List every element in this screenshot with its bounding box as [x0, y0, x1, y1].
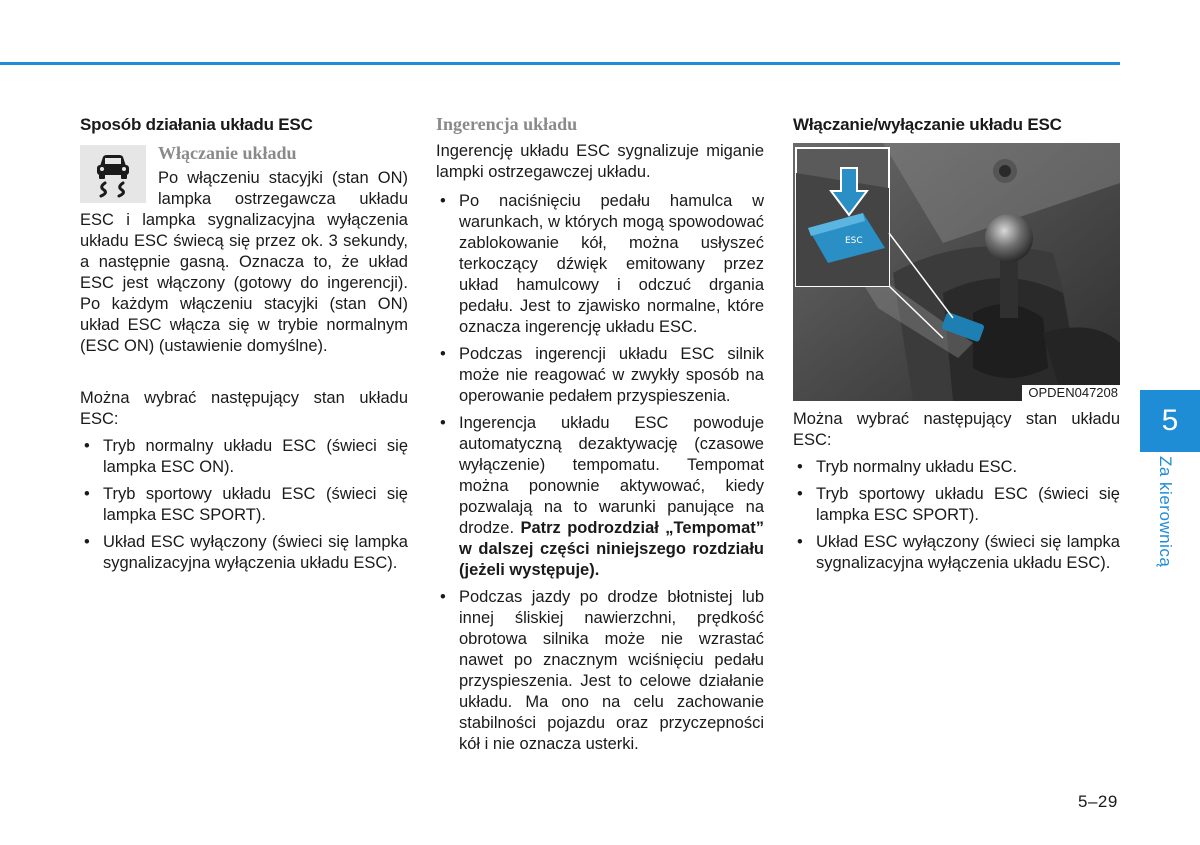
section-heading-esc-operation: Sposób działania układu ESC [80, 115, 313, 134]
cross-reference: Patrz podrozdział „Tempomat” w dalszej części niniejszego rozdziału (jeżeli występuje). [459, 519, 764, 579]
list-item: • Podczas ingerencji układu ESC silnik może nie reagować w zwykły sposób na operowanie pedałem przyspieszenia. [436, 344, 764, 407]
paragraph-activation: Po włączeniu stacyjki (stan ON) lampka ostrzegawcza układu ESC i lampka sygnalizacyjna wyłączenia układu ESC świecą się przez ok. 3 sekundy, a następnie gasną. Oznacza to, że układ ESC jest włączony (gotowy do ingerencji). Po każdym włączeniu stacyjki (stan ON) układ ESC włącza się w trybie normalnym (ESC ON) (ustawienie domyślne). [80, 169, 408, 355]
paragraph-select-state: Można wybrać następujący stan układu ESC: [793, 410, 1120, 449]
svg-text:ESC: ESC [845, 236, 863, 246]
paragraph-intervention: Ingerencję układu ESC sygnalizuje miganie lampki ostrzegawczej układu. [436, 142, 764, 181]
list-item: • Układ ESC wyłączony (świeci się lampka sygnalizacyjna wyłączenia układu ESC). [793, 532, 1120, 574]
section-heading-on-off: Włączanie/wyłączanie układu ESC [793, 115, 1062, 134]
chapter-number-tab: 5 [1140, 390, 1200, 452]
page-number: 5–29 [1078, 792, 1118, 811]
list-item: • Tryb normalny układu ESC (świeci się lampka ESC ON). [80, 436, 408, 478]
section-heading-intervention: Ingerencja układu [436, 114, 578, 134]
list-item: • Układ ESC wyłączony (świeci się lampka sygnalizacyjna wyłączenia układu ESC). [80, 532, 408, 574]
chapter-title-text: Za kierownicą [1156, 456, 1175, 568]
list-item: • Tryb sportowy układu ESC (świeci się lampka ESC SPORT). [793, 484, 1120, 526]
state-list [80, 436, 408, 574]
esc-skid-car-icon [80, 145, 146, 203]
column-1 [80, 114, 408, 574]
subheading-activation: Włączanie układu [158, 143, 297, 163]
paragraph-select-state: Można wybrać następujący stan układu ESC: [80, 389, 408, 428]
column-3 [793, 114, 1120, 574]
list-item: • Po naciśnięciu pedału hamulca w warunkach, w których mogą spowodować zablokowanie kół, można usłyszeć terkoczący dźwięk emitowany przez układ hamulcowy i odczuć drgania pedału. Jest to zjawisko normalne, które oznacza ingerencję układu ESC. [436, 191, 764, 338]
state-list [793, 457, 1120, 574]
photo-code: OPDEN047208 [1022, 385, 1120, 401]
esc-button-photo [793, 143, 1120, 401]
list-item [436, 413, 764, 581]
list-item-text: Ingerencja układu ESC powoduje automatyczną dezaktywację (czasowe wyłączenie) tempomatu. Tempomat można ponownie aktywować, kiedy pozwalają na to warunki panujące na drodze. [459, 414, 764, 537]
list-item: • Podczas jazdy po drodze błotnistej lub innej śliskiej nawierzchni, prędkość obrotowa silnika może nie wzrastać nawet po znacznym wciśnięciu pedału przyspieszenia. Jest to celowe działanie układu. Ma ono na celu zachowanie stabilności pojazdu oraz przyczepności kół i nie oznacza usterki. [436, 587, 764, 755]
list-item: • Tryb sportowy układu ESC (świeci się lampka ESC SPORT). [80, 484, 408, 526]
list-item: • Tryb normalny układu ESC. [793, 457, 1120, 478]
top-rule [0, 62, 1120, 65]
column-2 [436, 114, 764, 755]
intervention-list [436, 191, 764, 755]
